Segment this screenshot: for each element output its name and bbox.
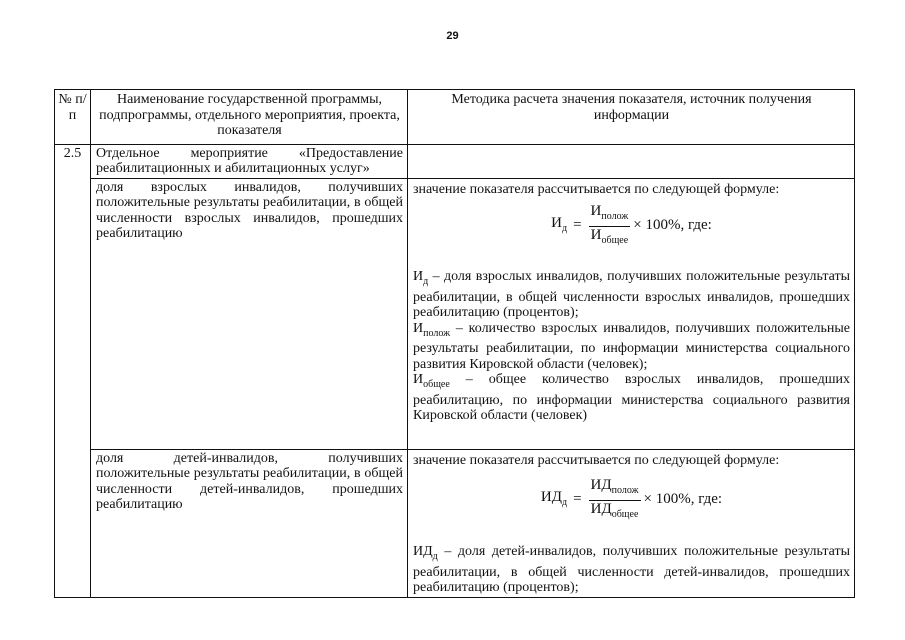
table-header-row: [55, 90, 855, 145]
page-number: 29: [446, 30, 459, 42]
section-method-empty: [408, 144, 855, 178]
formula-lhs: ИД: [540, 488, 562, 505]
indicator-table: [54, 89, 855, 598]
section-title: Отдельное мероприятие «Предоставление реабилитационных и абилитационных услуг»: [91, 144, 408, 178]
formula: [413, 468, 850, 532]
method-cell: [408, 178, 855, 449]
fraction: [589, 204, 631, 248]
formula-lhs-sub: д: [561, 222, 568, 234]
numerator-sub: полож: [611, 485, 639, 496]
definition: $И_{общее}$ – общее количество взрослых инвалидов, прошедших реабилитацию, по информации министерства социального развития Кировской области (человек): [413, 372, 850, 423]
header-name: Наименование государственной программы, подпрограммы, отдельного мероприятия, проекта, показателя: [91, 90, 408, 145]
section-row: [55, 144, 855, 178]
table-row: [55, 449, 855, 597]
header-number: № п/п: [55, 90, 91, 145]
denominator-sub: общее: [601, 234, 629, 246]
table-row: [55, 178, 855, 449]
definition: $И_{полож}$ – количество взрослых инвалидов, получивших положительные результаты реабилитации, по информации министерства социального развития Кировской области (человек);: [413, 320, 850, 372]
fraction: [589, 478, 641, 522]
formula-lhs: И: [551, 214, 562, 231]
formula: [413, 197, 850, 255]
formula-tail: × 100%, где:: [633, 217, 712, 234]
indicator-name: доля взрослых инвалидов, получивших положительные результаты реабилитации, в общей численности взрослых инвалидов, прошедших реабилитацию: [91, 178, 408, 449]
denominator-sub: общее: [611, 508, 639, 520]
denominator: ИД: [590, 500, 612, 517]
numerator: И: [590, 203, 602, 219]
definition: $ИД_д$ – доля детей-инвалидов, получивших положительные результаты реабилитации, в общей численности детей-инвалидов, прошедших реабилитацию (процентов);: [413, 544, 850, 595]
formula-lhs-sub: д: [561, 496, 568, 508]
formula-intro: значение показателя рассчитывается по следующей формуле:: [413, 452, 780, 468]
header-method: Методика расчета значения показателя, источник получения информации: [408, 90, 855, 145]
indicator-name: доля детей-инвалидов, получивших положительные результаты реабилитации, в общей численности детей-инвалидов, прошедших реабилитацию: [91, 449, 408, 597]
section-number: 2.5: [55, 144, 91, 597]
equals-sign: =: [573, 217, 582, 234]
formula-intro: значение показателя рассчитывается по следующей формуле:: [413, 181, 780, 197]
equals-sign: =: [573, 491, 582, 508]
numerator-sub: полож: [601, 211, 629, 222]
numerator: ИД: [590, 477, 612, 493]
formula-tail: × 100%, где:: [643, 491, 723, 508]
definition: $И_д$ – доля взрослых инвалидов, получивших положительные результаты реабилитации, в общей численности взрослых инвалидов, прошедших реабилитацию (процентов);: [413, 269, 850, 320]
method-cell: [408, 449, 855, 597]
denominator: И: [590, 226, 602, 243]
